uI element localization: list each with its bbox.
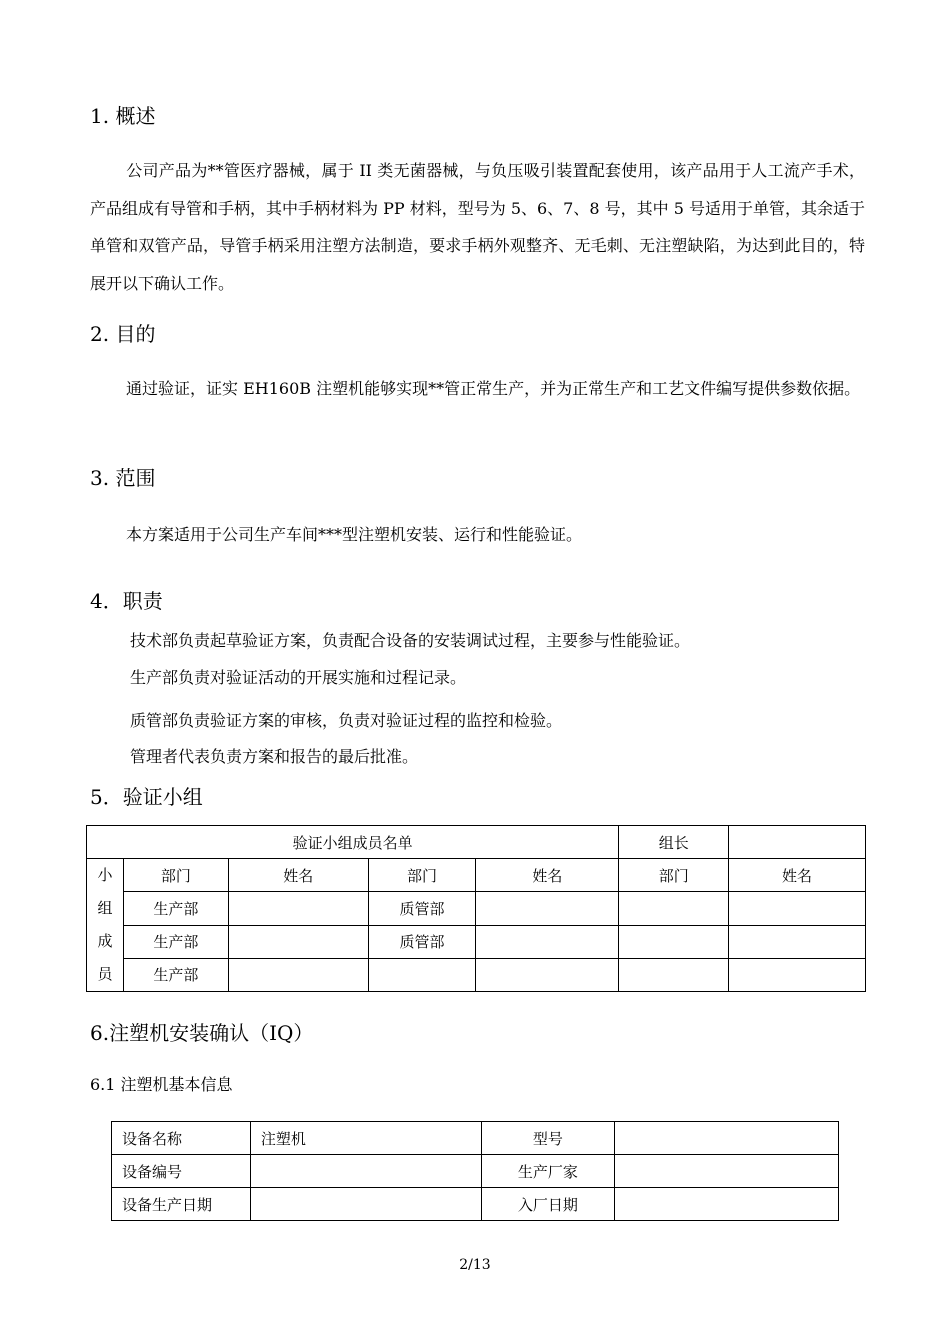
table-cell [619, 892, 729, 925]
side-char-4: 员 [97, 965, 113, 983]
table-cell: 质管部 [368, 892, 476, 925]
table-cell [615, 1122, 839, 1155]
table-cell: 生产部 [123, 892, 228, 925]
section-3-text: 本方案适用于公司生产车间***型注塑机安装、运行和性能验证。 [126, 525, 583, 544]
duty-line-4: 管理者代表负责方案和报告的最后批准。 [130, 747, 419, 766]
section-6-1-title: 6.1 注塑机基本信息 [90, 1075, 233, 1094]
table-cell [368, 958, 476, 991]
duty-line-1: 技术部负责起草验证方案，负责配合设备的安装调试过程，主要参与性能验证。 [130, 631, 691, 650]
duty-line-3: 质管部负责验证方案的审核，负责对验证过程的监控和检验。 [130, 711, 563, 730]
table-cell [729, 958, 866, 991]
section-1-text: 公司产品为**管医疗器械，属于 II 类无菌器械，与负压吸引装置配套使用，该产品用于人工流产手术，产品组成有导管和手柄，其中手柄材料为 PP 材料，型号为 5、6、7、8 号，其中 5 号适用于单管，其余适于单管和双管产品，导管手柄采用注塑方法制造，要求手柄外观整齐、无毛刺、无注塑缺陷，为达到此目的，特展开以下确认工作。 [90, 161, 865, 293]
table-row [87, 892, 866, 925]
table-row [87, 958, 866, 991]
section-1-title: 1. 概述 [90, 104, 156, 128]
machine-info-table [111, 1121, 839, 1221]
col-dept-2: 部门 [368, 859, 476, 892]
table-cell [619, 925, 729, 958]
table-cell [228, 958, 368, 991]
table-cell [619, 958, 729, 991]
team-side-label [87, 859, 124, 992]
duty-line-2: 生产部负责对验证活动的开展实施和过程记录。 [130, 668, 467, 687]
table-cell: 生产厂家 [481, 1155, 615, 1188]
table-cell: 型号 [481, 1122, 615, 1155]
table-cell [228, 925, 368, 958]
team-header-title: 验证小组成员名单 [87, 826, 619, 859]
section-5-title: 5．验证小组 [90, 785, 203, 809]
section-3-paragraph [90, 516, 865, 554]
table-cell: 设备生产日期 [112, 1188, 251, 1221]
page-number: 2/13 [459, 1257, 491, 1273]
table-cell [729, 892, 866, 925]
table-cell [228, 892, 368, 925]
section-1-paragraph [90, 152, 865, 302]
table-cell: 入厂日期 [481, 1188, 615, 1221]
table-cell: 生产部 [123, 958, 228, 991]
table-cell [476, 925, 619, 958]
table-row [112, 1155, 839, 1188]
section-3-title: 3. 范围 [90, 466, 156, 490]
table-cell [476, 892, 619, 925]
table-cell: 质管部 [368, 925, 476, 958]
section-6-title: 6.注塑机安装确认（IQ） [90, 1021, 314, 1045]
section-2-paragraph [90, 370, 865, 408]
table-cell [729, 925, 866, 958]
table-cell [476, 958, 619, 991]
table-cell: 注塑机 [250, 1122, 481, 1155]
team-leader-value [729, 826, 866, 859]
team-table [86, 825, 866, 992]
table-row [112, 1122, 839, 1155]
table-row [112, 1188, 839, 1221]
team-leader-label: 组长 [619, 826, 729, 859]
table-row [87, 925, 866, 958]
col-dept-3: 部门 [619, 859, 729, 892]
table-cell: 设备名称 [112, 1122, 251, 1155]
side-char-2: 组 [97, 899, 113, 917]
table-cell [250, 1188, 481, 1221]
section-4-title: 4．职责 [90, 589, 163, 613]
table-cell [250, 1155, 481, 1188]
section-2-text: 通过验证，证实 EH160B 注塑机能够实现**管正常生产，并为正常生产和工艺文件编写提供参数依据。 [126, 379, 861, 398]
side-char-3: 成 [97, 932, 113, 950]
col-dept-1: 部门 [123, 859, 228, 892]
table-cell: 设备编号 [112, 1155, 251, 1188]
col-name-2: 姓名 [476, 859, 619, 892]
col-name-1: 姓名 [228, 859, 368, 892]
section-2-title: 2. 目的 [90, 322, 156, 346]
table-cell: 生产部 [123, 925, 228, 958]
table-cell [615, 1155, 839, 1188]
side-char-1: 小 [97, 866, 113, 884]
col-name-3: 姓名 [729, 859, 866, 892]
table-cell [615, 1188, 839, 1221]
